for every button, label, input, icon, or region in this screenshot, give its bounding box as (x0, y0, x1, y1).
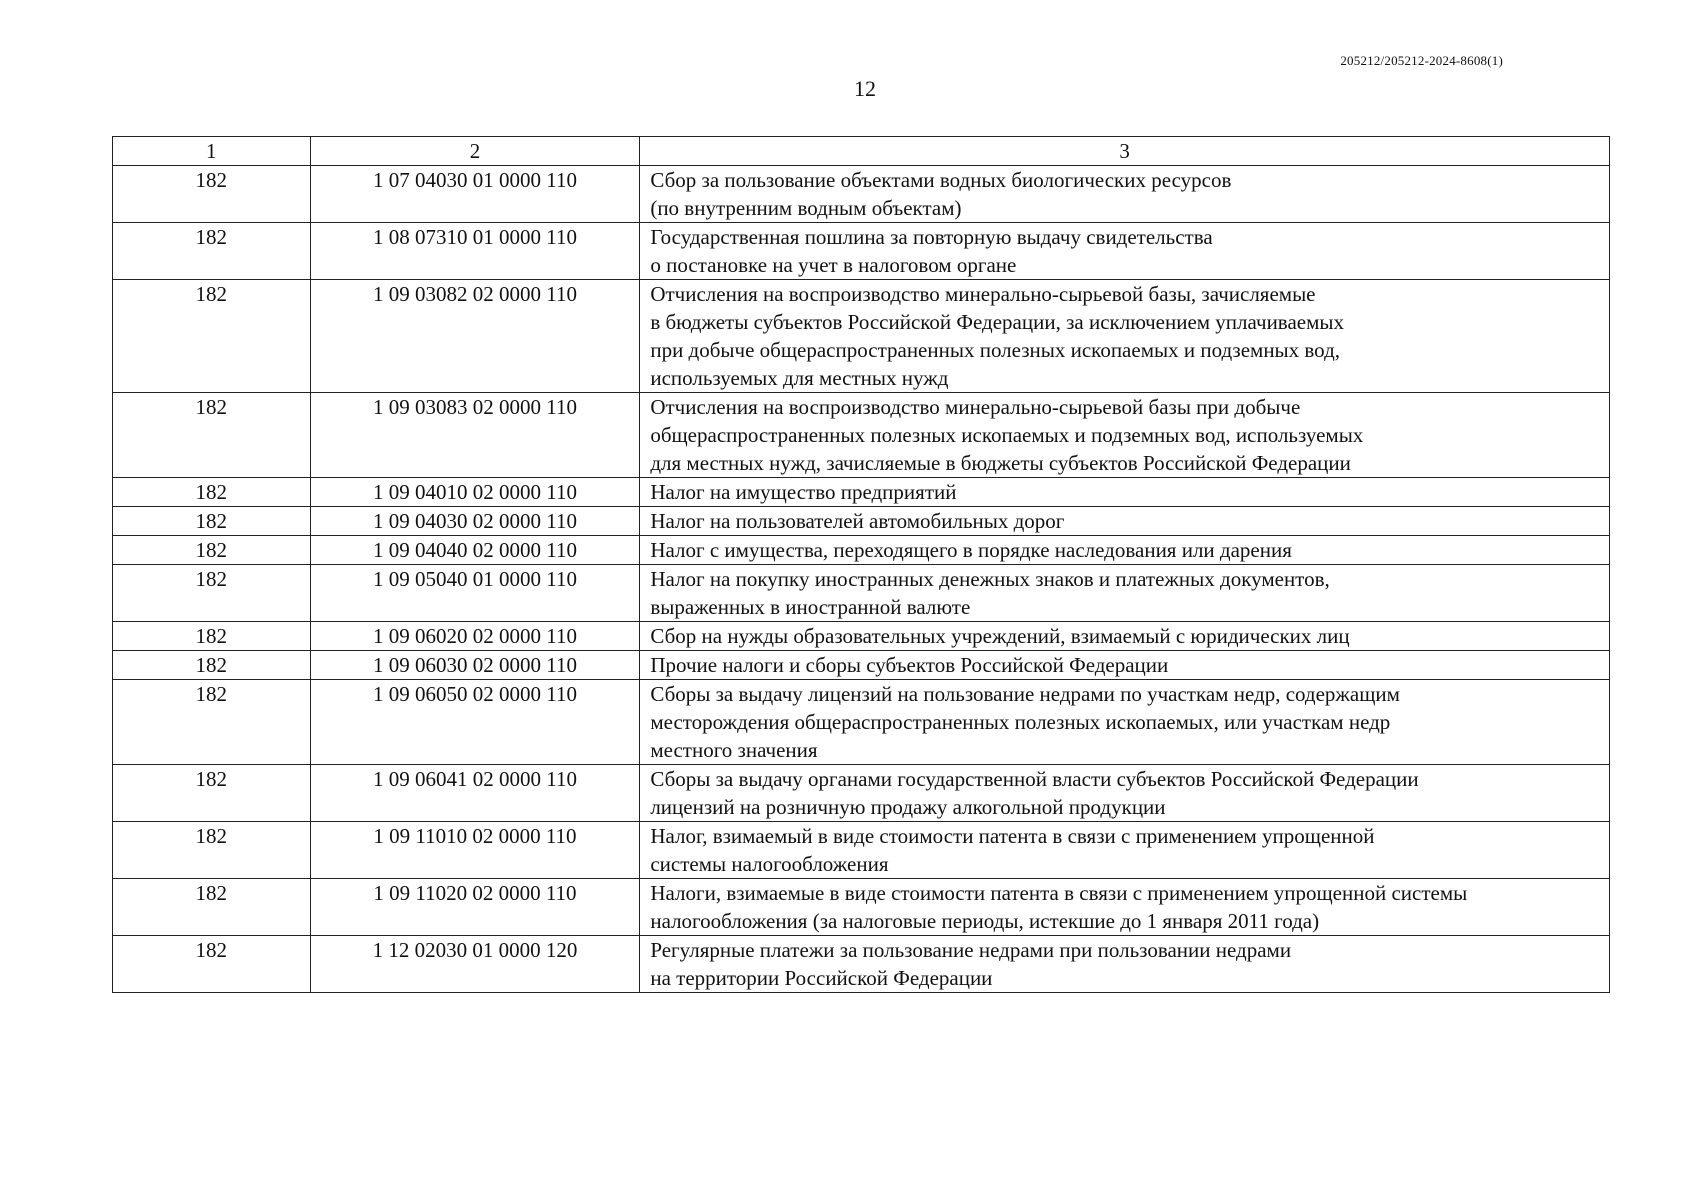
revenue-name-line: местного значения (650, 738, 818, 762)
revenue-name-line: Регулярные платежи за пользование недрами при пользовании недрами (650, 938, 1292, 962)
table-row (113, 622, 1610, 651)
revenue-name-cell (640, 565, 1610, 622)
admin-code-cell: 182 (113, 765, 311, 822)
budget-classification-code-cell: 1 09 03082 02 0000 110 (310, 280, 640, 393)
admin-code-cell: 182 (113, 680, 311, 765)
table-row (113, 223, 1610, 280)
revenue-name-cell (640, 536, 1610, 565)
revenue-name-line: Прочие налоги и сборы субъектов Российской Федерации (650, 653, 1169, 677)
table-row (113, 879, 1610, 936)
table-row (113, 680, 1610, 765)
revenue-name-line: налогообложения (за налоговые периоды, истекшие до 1 января 2011 года) (650, 909, 1320, 933)
revenue-name-line: Налог на пользователей автомобильных дорог (650, 509, 1065, 533)
admin-code-cell: 182 (113, 223, 311, 280)
budget-classification-code-cell: 1 09 11010 02 0000 110 (310, 822, 640, 879)
revenue-name-line: Налог на имущество предприятий (650, 480, 957, 504)
table-header-row (113, 137, 1610, 166)
revenue-name-line: месторождения общераспространенных полезных ископаемых, или участкам недр (650, 710, 1391, 734)
budget-classification-code-cell: 1 09 04010 02 0000 110 (310, 478, 640, 507)
revenue-name-cell (640, 280, 1610, 393)
admin-code-cell: 182 (113, 280, 311, 393)
budget-classification-code-cell: 1 12 02030 01 0000 120 (310, 936, 640, 993)
revenue-name-line: Налог, взимаемый в виде стоимости патента в связи с применением упрощенной (650, 824, 1375, 848)
revenue-name-line: используемых для местных нужд (650, 366, 949, 390)
admin-code-cell: 182 (113, 565, 311, 622)
table-row (113, 280, 1610, 393)
budget-classification-code-cell: 1 09 06050 02 0000 110 (310, 680, 640, 765)
revenue-name-line: системы налогообложения (650, 852, 889, 876)
table-row (113, 936, 1610, 993)
table-row (113, 507, 1610, 536)
revenue-name-line: в бюджеты субъектов Российской Федерации, за исключением уплачиваемых (650, 310, 1344, 334)
revenue-name-line: Отчисления на воспроизводство минерально-сырьевой базы, зачисляемые (650, 282, 1316, 306)
budget-classification-code-cell: 1 09 06020 02 0000 110 (310, 622, 640, 651)
admin-code-cell: 182 (113, 166, 311, 223)
revenue-name-line: о постановке на учет в налоговом органе (650, 253, 1017, 277)
revenue-name-line: выраженных в иностранной валюте (650, 595, 971, 619)
table-row (113, 822, 1610, 879)
revenue-name-line: Налог с имущества, переходящего в порядке наследования или дарения (650, 538, 1292, 562)
revenue-name-cell (640, 622, 1610, 651)
revenue-name-line: на территории Российской Федерации (650, 966, 993, 990)
admin-code-cell: 182 (113, 393, 311, 478)
budget-classification-code-cell: 1 09 06030 02 0000 110 (310, 651, 640, 680)
column-header-2: 2 (310, 137, 640, 166)
revenue-name-line: Сборы за выдачу органами государственной власти субъектов Российской Федерации (650, 767, 1419, 791)
revenue-name-line: для местных нужд, зачисляемые в бюджеты субъектов Российской Федерации (650, 451, 1351, 475)
revenue-name-cell (640, 478, 1610, 507)
table-body (113, 166, 1610, 993)
admin-code-cell: 182 (113, 651, 311, 680)
revenue-name-line: Налог на покупку иностранных денежных знаков и платежных документов, (650, 567, 1330, 591)
revenue-codes-table (112, 136, 1610, 993)
table-row (113, 765, 1610, 822)
revenue-name-line: Налоги, взимаемые в виде стоимости патента в связи с применением упрощенной системы (650, 881, 1468, 905)
budget-classification-code-cell: 1 09 03083 02 0000 110 (310, 393, 640, 478)
budget-classification-code-cell: 1 08 07310 01 0000 110 (310, 223, 640, 280)
revenue-name-line: Сборы за выдачу лицензий на пользование недрами по участкам недр, содержащим (650, 682, 1400, 706)
budget-classification-code-cell: 1 09 04040 02 0000 110 (310, 536, 640, 565)
table-row (113, 393, 1610, 478)
budget-classification-code-cell: 1 09 06041 02 0000 110 (310, 765, 640, 822)
column-header-3: 3 (640, 137, 1610, 166)
admin-code-cell: 182 (113, 936, 311, 993)
revenue-name-cell (640, 879, 1610, 936)
revenue-name-line: Отчисления на воспроизводство минерально-сырьевой базы при добыче (650, 395, 1301, 419)
page-number: 12 (854, 76, 876, 101)
table-row (113, 651, 1610, 680)
revenue-name-line: при добыче общераспространенных полезных ископаемых и подземных вод, (650, 338, 1341, 362)
budget-classification-code-cell: 1 09 05040 01 0000 110 (310, 565, 640, 622)
revenue-name-line: (по внутренним водным объектам) (650, 196, 962, 220)
column-header-1: 1 (113, 137, 311, 166)
budget-classification-code-cell: 1 07 04030 01 0000 110 (310, 166, 640, 223)
revenue-name-line: лицензий на розничную продажу алкогольной продукции (650, 795, 1166, 819)
revenue-name-cell (640, 680, 1610, 765)
admin-code-cell: 182 (113, 622, 311, 651)
document-id: 205212/205212-2024-8608(1) (1340, 53, 1503, 68)
revenue-name-cell (640, 936, 1610, 993)
revenue-name-cell (640, 393, 1610, 478)
budget-classification-code-cell: 1 09 04030 02 0000 110 (310, 507, 640, 536)
admin-code-cell: 182 (113, 507, 311, 536)
table-row (113, 478, 1610, 507)
revenue-name-line: Сбор за пользование объектами водных биологических ресурсов (650, 168, 1232, 192)
admin-code-cell: 182 (113, 879, 311, 936)
revenue-name-line: Сбор на нужды образовательных учреждений, взимаемый с юридических лиц (650, 624, 1350, 648)
revenue-name-line: Государственная пошлина за повторную выдачу свидетельства (650, 225, 1213, 249)
revenue-name-cell (640, 651, 1610, 680)
admin-code-cell: 182 (113, 478, 311, 507)
admin-code-cell: 182 (113, 822, 311, 879)
table-row (113, 166, 1610, 223)
table-row (113, 536, 1610, 565)
revenue-name-line: общераспространенных полезных ископаемых и подземных вод, используемых (650, 423, 1364, 447)
revenue-name-cell (640, 166, 1610, 223)
revenue-name-cell (640, 822, 1610, 879)
revenue-name-cell (640, 223, 1610, 280)
budget-classification-code-cell: 1 09 11020 02 0000 110 (310, 879, 640, 936)
revenue-name-cell (640, 507, 1610, 536)
revenue-name-cell (640, 765, 1610, 822)
admin-code-cell: 182 (113, 536, 311, 565)
table-row (113, 565, 1610, 622)
